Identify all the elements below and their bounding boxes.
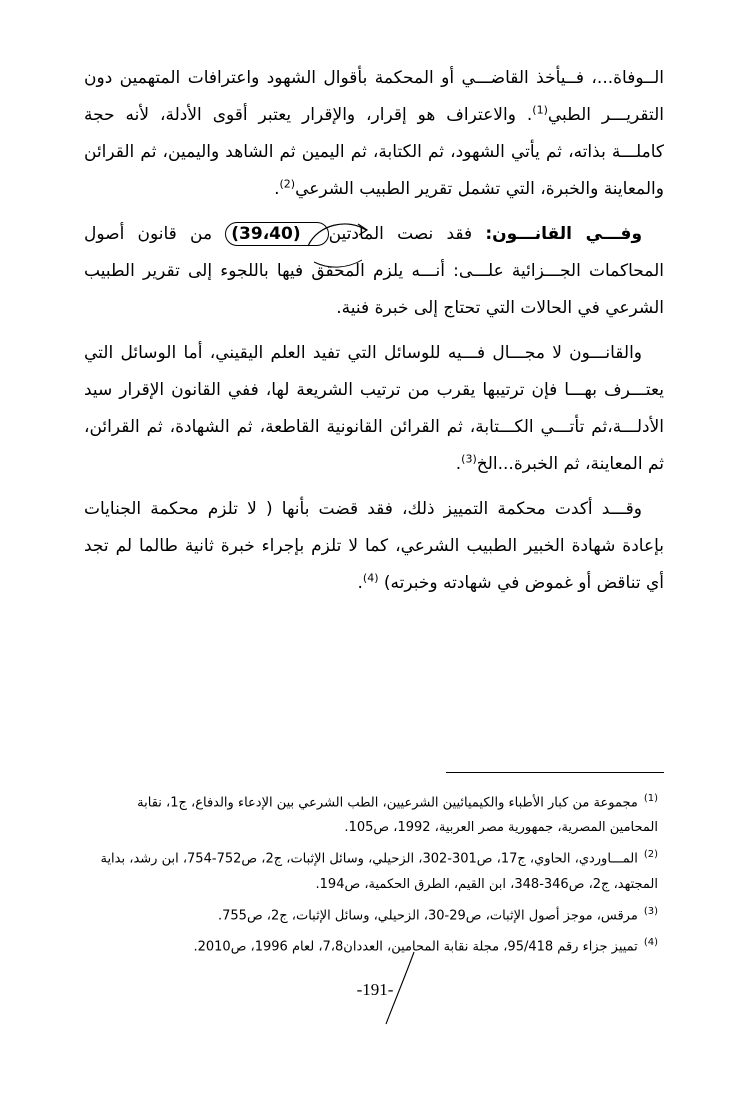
footnote-text: تمييز جزاء رقم 95/418، مجلة نقابة المحامين، العددان7،8، لعام 1996، ص2010. (193, 939, 638, 955)
paragraph-4 (84, 491, 664, 602)
paragraph-3 (84, 335, 664, 483)
paragraph-2-text-b: من قانون أصول المحاكمات الجـــزائية علـــى: أنـــه يلزم المحقق فيها باللجوء إلى تقرير الطبيب الشرعي في الحالات التي تحتاج إلى خبرة فنية. (84, 224, 664, 318)
paragraph-1 (84, 60, 664, 208)
footnotes (92, 786, 658, 961)
footnote-3 (92, 899, 658, 928)
footnote-ref-4: (4) (362, 571, 379, 585)
footnote-2 (92, 842, 658, 896)
articles-circled: (39،40) (225, 222, 328, 246)
footnote-number: (1) (643, 793, 658, 804)
footnote-text: المـــاوردي، الحاوي، ج17، ص301-302، الزحيلي، وسائل الإثبات، ج2، ص752-754، ابن رشد، بداية المجتهد، ج2، ص346-348، ابن القيم، الطرق الحكمية، ص194. (100, 851, 658, 892)
footnote-text: مرقس، موجز أصول الإثبات، ص29-30، الزحيلي، وسائل الإثبات، ج2، ص755. (217, 907, 638, 923)
footnote-ref-2: (2) (279, 177, 296, 191)
footnote-number: (2) (643, 849, 658, 861)
paragraph-1-end: . (274, 179, 280, 199)
footnote-ref-3: (3) (461, 452, 477, 466)
paragraph-1-text: الــوفاة...، فــيأخذ القاضـــي أو المحكمة بأقوال الشهود واعترافات المتهمين دون التقريـــر الطبي (84, 68, 664, 125)
paragraph-2 (84, 216, 664, 327)
footnote-number: (3) (643, 905, 658, 917)
footnote-ref-1: (1) (532, 103, 548, 117)
paragraph-4-end: . (357, 573, 363, 593)
footnote-1 (92, 786, 658, 840)
paragraph-3-end: . (455, 454, 462, 474)
footnote-text: مجموعة من كبار الأطباء والكيميائيين الشرعيين، الطب الشرعي بين الإدعاء والدفاع، ج1، نقابة المحامين المصرية، جمهورية مصر العربية، 1992، ص105. (137, 795, 658, 836)
footnote-separator (446, 772, 664, 773)
page-number: -191- (356, 980, 394, 999)
paragraph-2-lead: وفـــي القانـــون: (485, 224, 643, 244)
paragraph-2-text-a: فقد نصت المادتين (328, 224, 486, 244)
paragraph-1-continued: . والاعتراف هو إقرار، والإقرار يعتبر أقوى الأدلة، لأنه حجة كاملـــة بذاته، ثم يأتي الشهود، ثم الكتابة، ثم اليمين ثم الشاهد واليمين، ثم القرائن والمعاينة والخبرة، التي تشمل تقرير الطبيب الشرعي (84, 105, 664, 199)
body-text (84, 60, 664, 610)
paragraph-4-text: وقـــد أكدت محكمة التمييز ذلك، فقد قضت بأنها ( لا تلزم محكمة الجنايات بإعادة شهادة الخبير الطبيب الشرعي، كما لا تلزم بإجراء خبرة ثانية طالما لم تجد أي تناقض أو غموض في شهادته وخبرته) (84, 499, 664, 593)
footnote-4 (92, 930, 658, 959)
footnote-number: (4) (643, 936, 658, 948)
paragraph-3-text: والقانـــون لا مجـــال فـــيه للوسائل التي تفيد العلم اليقيني، أما الوسائل التي يعتـــرف بهـــا فإن ترتيبها يقرب من ترتيب الشريعة لها، ففي القانون الإقرار سيد الأدلـــة،ثم تأتـــي الكـــتابة، ثم القرائن القانونية القاطعة، ثم الشهادة، ثم القرائن، ثم المعاينة، ثم الخبرة...الخ (84, 343, 664, 474)
